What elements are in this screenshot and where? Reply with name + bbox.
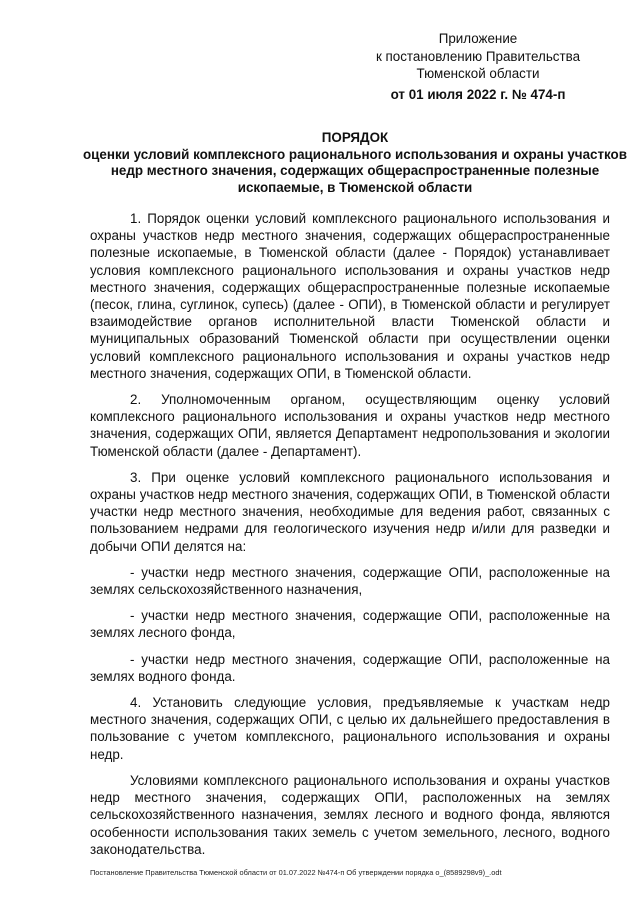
file-footer: Постановление Правительства Тюменской области от 01.07.2022 №474-п Об утверждении порядка о_(8589298v9)_.odt [90, 868, 502, 877]
document-body [90, 210, 610, 867]
paragraph-5: Условиями комплексного рационального использования и охраны участков недр местного значения, содержащих ОПИ, расположенных на землях сельскохозяйственного назначения, землях лесного и водного фонда, являются особенности использования таких земель с учетом земельного, лесного, водного законодательства. [90, 772, 610, 857]
appendix-resolution-line: к постановлению Правительства [375, 48, 581, 64]
paragraph-4: 4. Установить следующие условия, предъявляемые к участкам недр местного значения, содержащих ОПИ, с целью их дальнейшего предоставления в пользование с учетом комплексного, рационального использования и охраны недр. [90, 695, 610, 762]
document-title: ПОРЯДОК [321, 130, 389, 145]
appendix-label: Приложение [438, 31, 518, 46]
paragraph-3: 3. При оценке условий комплексного рационального использования и охраны участков недр местного значения, содержащих ОПИ, в Тюменской области участки недр местного значения, необходимые для ведения работ, связанных с пользованием недрами для геологического изучения недр и/или для разведки и добычи ОПИ делятся на: [90, 469, 610, 554]
document-heading [70, 130, 640, 196]
appendix-date-number: от 01 июля 2022 г. № 474-п [390, 86, 566, 102]
paragraph-2: 2. Уполномоченным органом, осуществляющим оценку условий комплексного рационального использования и охраны участков недр местного значения, содержащих ОПИ, является Департамент недропользования и экологии Тюменской области (далее - Департамент). [90, 392, 610, 459]
list-item-water: - участки недр местного значения, содержащие ОПИ, расположенные на землях водного фонда. [90, 651, 610, 684]
appendix-region-line: Тюменской области [416, 66, 540, 81]
document-subtitle: оценки условий комплексного рационального использования и охраны участков недр местного значения, содержащих общераспространенные полезные ископаемые, в Тюменской области [83, 146, 627, 195]
list-item-forest: - участки недр местного значения, содержащие ОПИ, расположенные на землях лесного фонда, [90, 608, 610, 641]
list-item-agricultural: - участки недр местного значения, содержащие ОПИ, расположенные на землях сельскохозяйственного назначения, [90, 564, 610, 598]
paragraph-1: 1. Порядок оценки условий комплексного рационального использования и охраны участков недр местного значения, содержащих общераспространенные полезные ископаемые, в Тюменской области (далее - Порядок) устанавливает условия комплексного рационального использования и охраны участков недр местного значения, содержащих общераспространенные полезные ископаемые (песок, глина, суглинок, супесь) (далее - ОПИ), в Тюменской области и регулирует взаимодействие органов исполнительной власти Тюменской области и муниципальных образований Тюменской области при осуществлении оценки условий комплексного рационального использования и охраны участков недр местного значения, содержащих ОПИ, в Тюменской области. [90, 211, 610, 381]
appendix-block [358, 30, 598, 103]
